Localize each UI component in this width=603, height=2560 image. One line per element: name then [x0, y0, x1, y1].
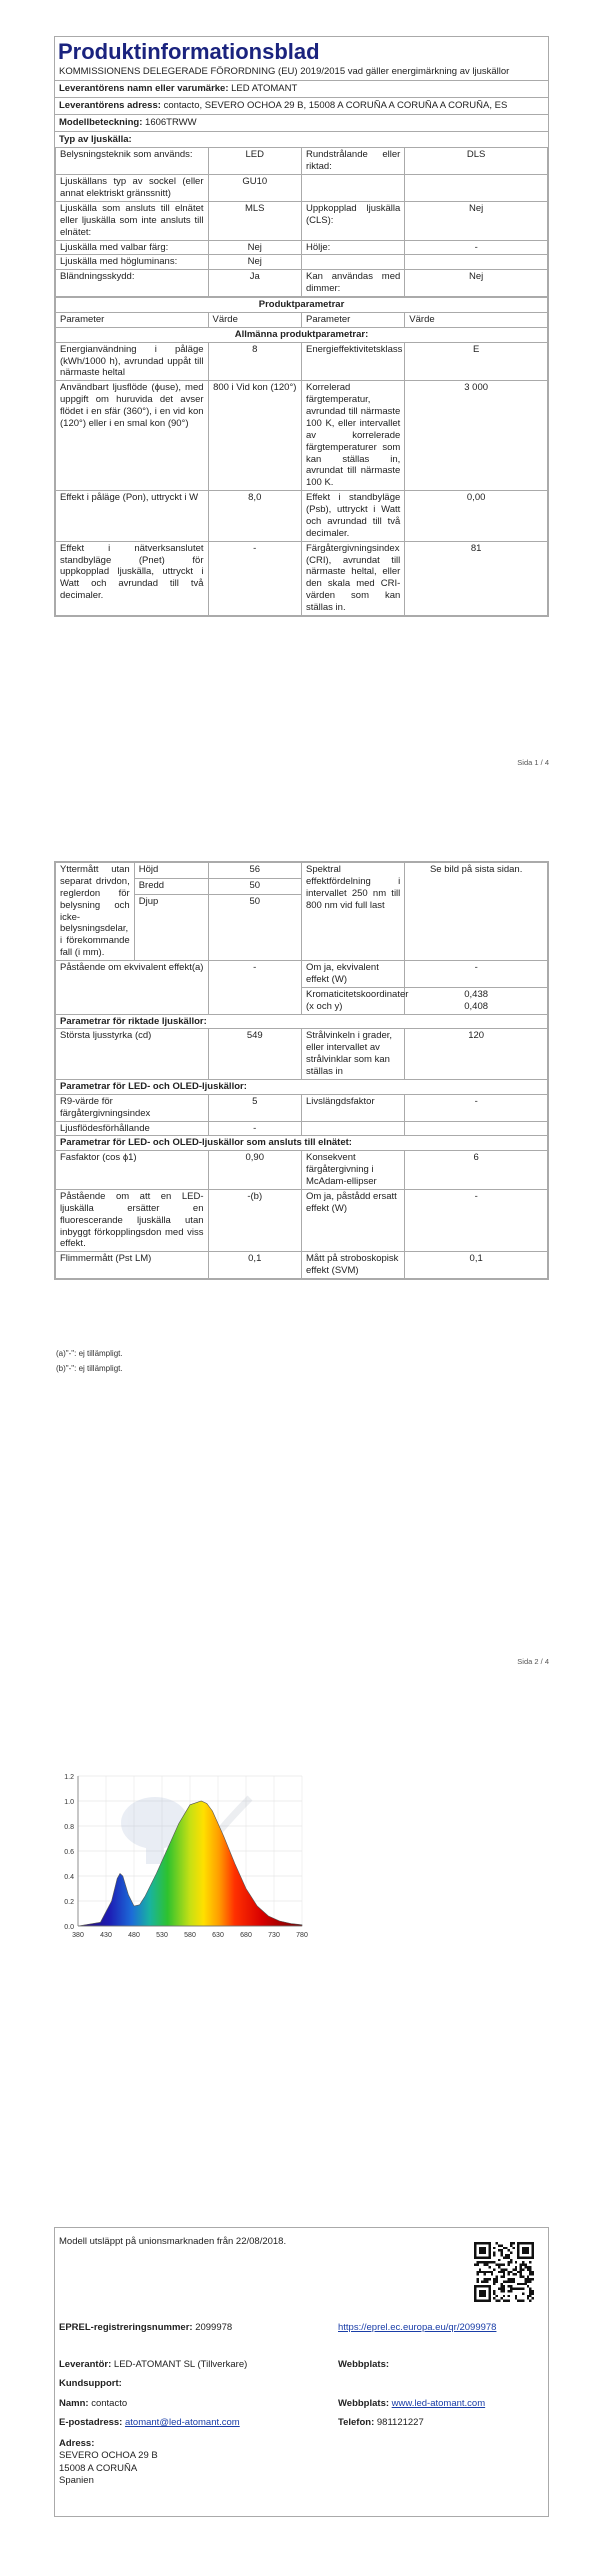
type-label-5: Bländningsskydd:	[56, 270, 209, 297]
supplier-value: LED-ATOMANT SL (Tillverkare)	[113, 2359, 248, 2370]
width-value: 50	[208, 879, 301, 895]
model-label: Modellbeteckning:	[59, 116, 143, 128]
page2-sheet	[54, 861, 549, 1280]
y-tick-label: 0.8	[64, 1824, 74, 1831]
flicker-label: Flimmermått (Pst LM)	[56, 1252, 209, 1279]
replace-w-label: Om ja, påstådd ersatt effekt (W)	[301, 1189, 404, 1251]
directional-heading: Parametrar för riktade ljuskällor:	[56, 1014, 548, 1029]
type-row	[56, 148, 548, 175]
model-row	[55, 114, 548, 131]
r9-value: 5	[208, 1094, 301, 1121]
supplier-address-row	[55, 97, 548, 114]
pf-label: Fasfaktor (cos ϕ1)	[56, 1151, 209, 1190]
pf-value: 0,90	[208, 1151, 301, 1190]
replace-value: -(b)	[208, 1189, 301, 1251]
spectrum-chart-svg	[50, 1768, 310, 1946]
led-heading: Parametrar för LED- och OLED-ljuskällor:	[56, 1079, 548, 1094]
type-row	[56, 255, 548, 270]
general-row	[56, 491, 548, 542]
address-line-3: Spanien	[59, 2475, 94, 2487]
beam-value: 120	[405, 1029, 548, 1080]
supplier-label: Leverantör:	[59, 2359, 112, 2370]
type-label-3: Ljuskälla med valbar färg:	[56, 240, 209, 255]
type-value-3: Nej	[208, 240, 301, 255]
eprel-link[interactable]: https://eprel.ec.europa.eu/qr/2099978	[338, 2322, 497, 2333]
equiv-label: Påstående om ekvivalent effekt(a)	[56, 961, 209, 1015]
eprel-row	[59, 2322, 232, 2333]
email-row	[59, 2417, 240, 2428]
equiv-w-label: Om ja, ekvivalent effekt (W)	[301, 961, 404, 988]
y-tick-label: 0.6	[64, 1849, 74, 1856]
svm-value: 0,1	[405, 1252, 548, 1279]
page-title: Produktinformationsblad	[58, 39, 320, 64]
params-table	[55, 297, 548, 616]
life-label: Livslängdsfaktor	[301, 1094, 404, 1121]
replace-label: Påstående om att en LED-ljuskälla ersätter en fluorescerande ljuskälla utan inbyggt förkopplingsdon med viss effekt.	[56, 1189, 209, 1251]
type-value2-5: Nej	[405, 270, 548, 297]
type-label2-5: Kan användas med dimmer:	[301, 270, 404, 297]
spectrum-area	[78, 1801, 302, 1926]
type-value-4: Nej	[208, 255, 301, 270]
x-tick-label: 380	[72, 1932, 84, 1939]
phone-value: 981121227	[376, 2417, 424, 2428]
col-param-1: Parameter	[56, 312, 209, 327]
x-tick-label: 780	[296, 1932, 308, 1939]
general-heading: Allmänna produktparametrar:	[56, 327, 548, 342]
chroma-values	[405, 987, 548, 1014]
general-row	[56, 381, 548, 491]
qr-code-icon[interactable]	[474, 2242, 534, 2302]
x-tick-label: 530	[156, 1932, 168, 1939]
x-tick-label: 730	[268, 1932, 280, 1939]
general-value2-1: 3 000	[405, 381, 548, 491]
website-label: Webbplats:	[338, 2359, 390, 2370]
phone-row	[338, 2417, 424, 2428]
website-link[interactable]: www.led-atomant.com	[391, 2398, 486, 2409]
width-label: Bredd	[134, 879, 208, 895]
general-label-3: Effekt i nätverksanslutet standbyläge (Pnet) för uppkopplad ljuskälla, uttryckt i Watt och avrundad till två decimaler.	[56, 541, 209, 615]
col-value-2: Värde	[405, 312, 548, 327]
name-value: contacto	[91, 2398, 128, 2409]
product-params-heading: Produktparametrar	[56, 298, 548, 313]
general-value-3: -	[208, 541, 301, 615]
name-row	[59, 2398, 127, 2409]
page1-sheet	[54, 36, 549, 617]
x-tick-label: 480	[128, 1932, 140, 1939]
equiv-w-value: -	[405, 961, 548, 988]
x-tick-label: 680	[240, 1932, 252, 1939]
email-link[interactable]: atomant@led-atomant.com	[125, 2417, 240, 2428]
supplier-name-label: Leverantörens namn eller varumärke:	[59, 82, 229, 94]
type-row	[56, 240, 548, 255]
general-value-1: 800 i Vid kon (120°)	[208, 381, 301, 491]
general-row	[56, 342, 548, 381]
address-label: Adress:	[59, 2438, 95, 2449]
macadam-value: 6	[405, 1151, 548, 1190]
type-value-0: LED	[208, 148, 301, 175]
address-block	[59, 2438, 158, 2487]
name-label: Namn:	[59, 2398, 89, 2409]
type-value2-4	[405, 255, 548, 270]
supplier-row	[59, 2359, 247, 2370]
general-value2-2: 0,00	[405, 491, 548, 542]
type-value2-0: DLS	[405, 148, 548, 175]
y-tick-label: 0.2	[64, 1899, 74, 1906]
address-line-2: 15008 A CORUÑA	[59, 2462, 138, 2474]
x-tick-label: 430	[100, 1932, 112, 1939]
address-line-1: SEVERO OCHOA 29 B	[59, 2450, 158, 2462]
supplier-address-label: Leverantörens adress:	[59, 99, 161, 111]
depth-value: 50	[208, 895, 301, 961]
spectral-value: Se bild på sista sidan.	[405, 863, 548, 961]
general-label2-0: Energieffektivitetsklass	[301, 342, 404, 381]
maint-label: Ljusflödesförhållande	[56, 1121, 209, 1136]
type-label2-0: Rundstrålande eller riktad:	[301, 148, 404, 175]
general-label2-2: Effekt i standbyläge (Psb), uttryckt i Watt och avrundad till två decimaler.	[301, 491, 404, 542]
macadam-label: Konsekvent färgåtergivning i McAdam-ellipser	[301, 1151, 404, 1190]
support-label: Kundsupport:	[59, 2378, 122, 2389]
col-param-2: Parameter	[301, 312, 404, 327]
life-value: -	[405, 1094, 548, 1121]
page-number-1: Sida 1 / 4	[517, 758, 549, 767]
type-label2-2: Uppkopplad ljuskälla (CLS):	[301, 201, 404, 240]
depth-label: Djup	[134, 895, 208, 961]
phone-label: Telefon:	[338, 2417, 375, 2428]
general-row	[56, 541, 548, 615]
general-label-1: Användbart ljusflöde (ϕuse), med uppgift om huruvida det avser flödet i en sfär (360°), i en vid kon (120°) eller i en smal kon (90°)	[56, 381, 209, 491]
general-label2-3: Färgåtergivningsindex (CRI), avrundat till närmaste heltal, eller den skala med CRI-värden som kan ställas in.	[301, 541, 404, 615]
footnote-a: (a)"-": ej tillämpligt.	[56, 1349, 123, 1358]
y-tick-label: 1.0	[64, 1799, 74, 1806]
eprel-label: EPREL-registreringsnummer:	[59, 2322, 193, 2333]
page-number-2: Sida 2 / 4	[517, 1657, 549, 1666]
type-label-1: Ljuskällans typ av sockel (eller annat elektriskt gränssnitt)	[56, 175, 209, 202]
type-row	[56, 201, 548, 240]
svm-label: Mått på stroboskopisk effekt (SVM)	[301, 1252, 404, 1279]
type-label-2: Ljuskälla som ansluts till elnätet eller ljuskälla som inte ansluts till elnätet:	[56, 201, 209, 240]
flicker-value: 0,1	[208, 1252, 301, 1279]
type-value-2: MLS	[208, 201, 301, 240]
maint-value: -	[208, 1121, 301, 1136]
height-value: 56	[208, 863, 301, 879]
email-label: E-postadress:	[59, 2417, 123, 2428]
type-label2-1	[301, 175, 404, 202]
y-tick-label: 0.0	[64, 1924, 74, 1931]
general-value-2: 8,0	[208, 491, 301, 542]
spectral-label: Spektral effektfördelning i intervallet 250 nm till 800 nm vid full last	[301, 863, 404, 961]
website2-label: Webbplats:	[338, 2398, 390, 2409]
type-label-0: Belysningsteknik som används:	[56, 148, 209, 175]
x-tick-label: 630	[212, 1932, 224, 1939]
dims-label: Yttermått utan separat drivdon, reglerdon för belysning och icke-belysningsdelar, i förekommande fall (i mm).	[56, 863, 135, 961]
type-label-4: Ljuskälla med högluminans:	[56, 255, 209, 270]
chroma-y: 0,408	[464, 1000, 489, 1012]
page2-table	[55, 862, 548, 1279]
type-row	[56, 270, 548, 297]
footnote-b: (b)"-": ej tillämpligt.	[56, 1364, 123, 1373]
general-label-2: Effekt i påläge (Pon), uttryckt i W	[56, 491, 209, 542]
type-heading: Typ av ljuskälla:	[55, 131, 548, 148]
type-value-5: Ja	[208, 270, 301, 297]
height-label: Höjd	[134, 863, 208, 879]
mains-heading: Parametrar för LED- och OLED-ljuskällor som ansluts till elnätet:	[56, 1136, 548, 1151]
type-value2-2: Nej	[405, 201, 548, 240]
general-value2-0: E	[405, 342, 548, 381]
type-label2-4	[301, 255, 404, 270]
r9-label: R9-värde för färgåtergivningsindex	[56, 1094, 209, 1121]
spectrum-chart	[50, 1768, 310, 1946]
beam-label: Strålvinkeln i grader, eller intervallet av strålvinklar som kan ställas in	[301, 1029, 404, 1080]
general-value-0: 8	[208, 342, 301, 381]
eprel-value: 2099978	[195, 2322, 233, 2333]
type-table	[55, 147, 548, 297]
chroma-x: 0,438	[464, 988, 489, 1000]
page4-sheet	[54, 2227, 549, 2517]
peak-value: 549	[208, 1029, 301, 1080]
type-label2-3: Hölje:	[301, 240, 404, 255]
website2-row	[338, 2398, 485, 2409]
type-row	[56, 175, 548, 202]
general-label-0: Energianvändning i påläge (kWh/1000 h), avrundad uppåt till närmaste heltal	[56, 342, 209, 381]
col-value-1: Värde	[208, 312, 301, 327]
type-value2-3: -	[405, 240, 548, 255]
y-tick-label: 0.4	[64, 1874, 74, 1881]
peak-label: Största ljusstyrka (cd)	[56, 1029, 209, 1080]
supplier-name-value: LED ATOMANT	[231, 82, 298, 94]
regulation-text: KOMMISSIONENS DELEGERADE FÖRORDNING (EU) 2019/2015 vad gäller energimärkning av ljuskällor	[59, 66, 510, 77]
general-value2-3: 81	[405, 541, 548, 615]
y-tick-label: 1.2	[64, 1774, 74, 1781]
market-text: Modell utsläppt på unionsmarknaden från 22/08/2018.	[59, 2236, 287, 2247]
type-value2-1	[405, 175, 548, 202]
model-value: 1606TRWW	[145, 116, 197, 128]
chroma-label: Kromaticitetskoordinater (x och y)	[301, 987, 404, 1014]
general-label2-1: Korrelerad färgtemperatur, avrundad till närmaste 100 K, eller intervallet av korrelerade färgtemperaturer som kan ställas in, avrundat till närmaste 100 K.	[301, 381, 404, 491]
supplier-address-value: contacto, SEVERO OCHOA 29 B, 15008 A CORUÑA A CORUÑA A CORUÑA, ES	[163, 99, 508, 111]
replace-w-value: -	[405, 1189, 548, 1251]
type-value-1: GU10	[208, 175, 301, 202]
supplier-name-row	[55, 80, 548, 97]
x-tick-label: 580	[184, 1932, 196, 1939]
equiv-value: -	[208, 961, 301, 1015]
